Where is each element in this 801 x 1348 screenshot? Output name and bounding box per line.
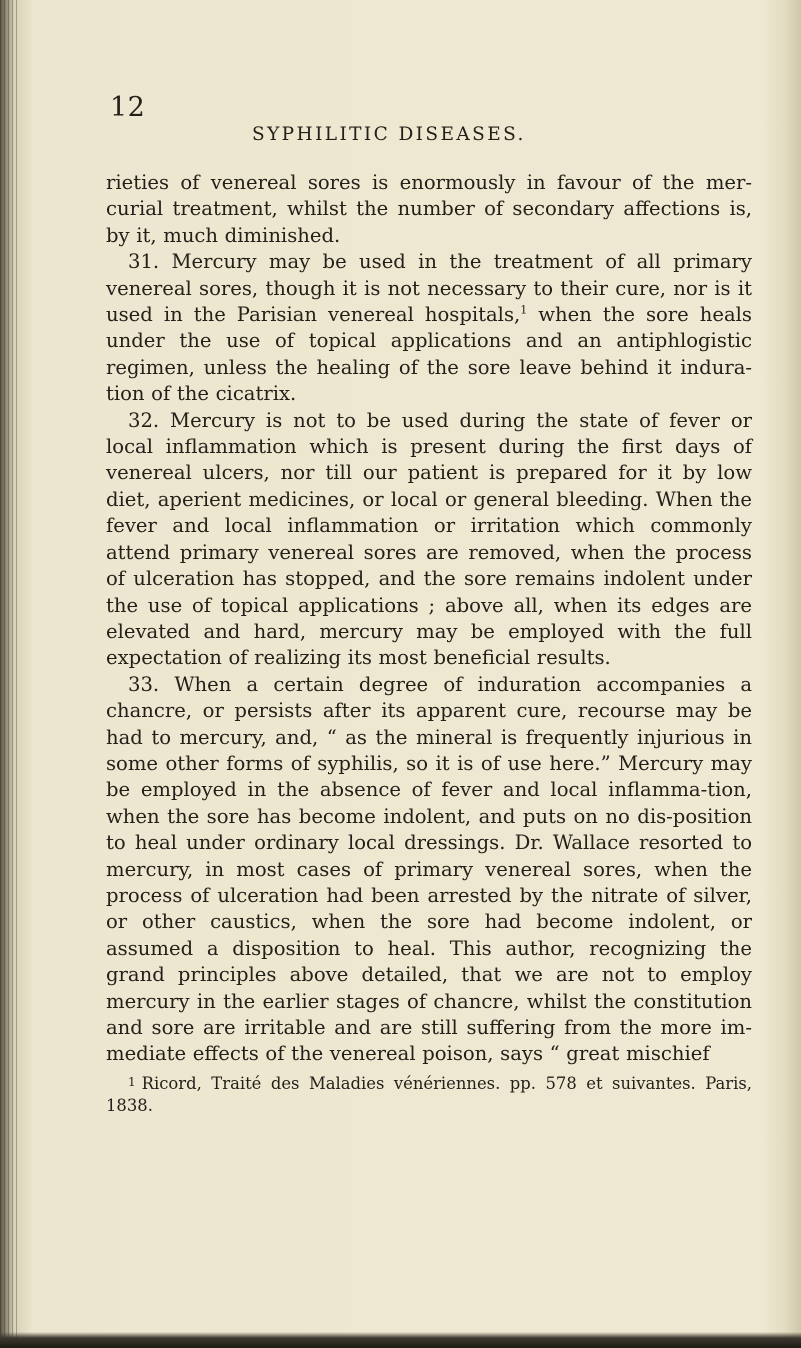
footnote-reference[interactable]: 1 [520,303,528,317]
binding-gutter [0,0,18,1348]
paragraph-31 [106,249,752,407]
body-text [106,170,752,1068]
paragraph-continuation: rieties of venereal sores is enormously in favour of the mer-curial treatment, whilst the number of secondary affections is, by it, much diminished. [106,171,752,247]
paragraph-31-text-end: when the sore heals under the use of topical applications and an antiphlogistic regimen, unless the healing of the sore leave behind it indura-tion of the cicatrix. [106,303,752,406]
paragraph-31-text-start: 31. Mercury may be used in the treatment of all primary venereal sores, though it is not necessary to their cure, nor is it used in the Parisian venereal hospitals, [106,250,752,327]
footnote [106,1073,752,1117]
page-number: 12 [110,92,146,123]
paragraph-33: 33. When a certain degree of induration accompanies a chancre, or persists after its apparent cure, recourse may be had to mercury, and, “ as the mineral is frequently injurious in some other forms of syphilis, so it is of use here.” Mercury may be employed in the absence of fever and local inflamma-tion, when the sore has become indolent, and puts on no dis-position to heal under ordinary local dressings. Dr. Wallace resorted to mercury, in most cases of primary venereal sores, when the process of ulceration had been arrested by the nitrate of silver, or other caustics, when the sore had become indolent, or assumed a disposition to heal. This author, recognizing the grand principles above detailed, that we are not to employ mercury in the earlier stages of chancre, whilst the constitution and sore are irritable and are still suffering from the more im-mediate effects of the venereal poison, says “ great mischief [106,672,752,1066]
running-head: SYPHILITIC DISEASES. [252,124,526,145]
page-bottom-edge [0,1332,801,1348]
footnote-text: Ricord, Traité des Maladies vénériennes. pp. 578 et suivantes. Paris, 1838. [106,1074,752,1115]
paragraph-32: 32. Mercury is not to be used during the state of fever or local inflammation which is present during the first days of venereal ulcers, nor till our patient is prepared for it by low diet, aperient medicines, or local or general bleeding. When the fever and local inflammation or irritation which commonly attend primary venereal sores are removed, when the process of ulceration has stopped, and the sore remains indolent under the use of topical applications ; above all, when its edges are elevated and hard, mercury may be employed with the full expectation of realizing its most beneficial results. [106,408,752,670]
footnote-mark: 1 [128,1075,136,1089]
